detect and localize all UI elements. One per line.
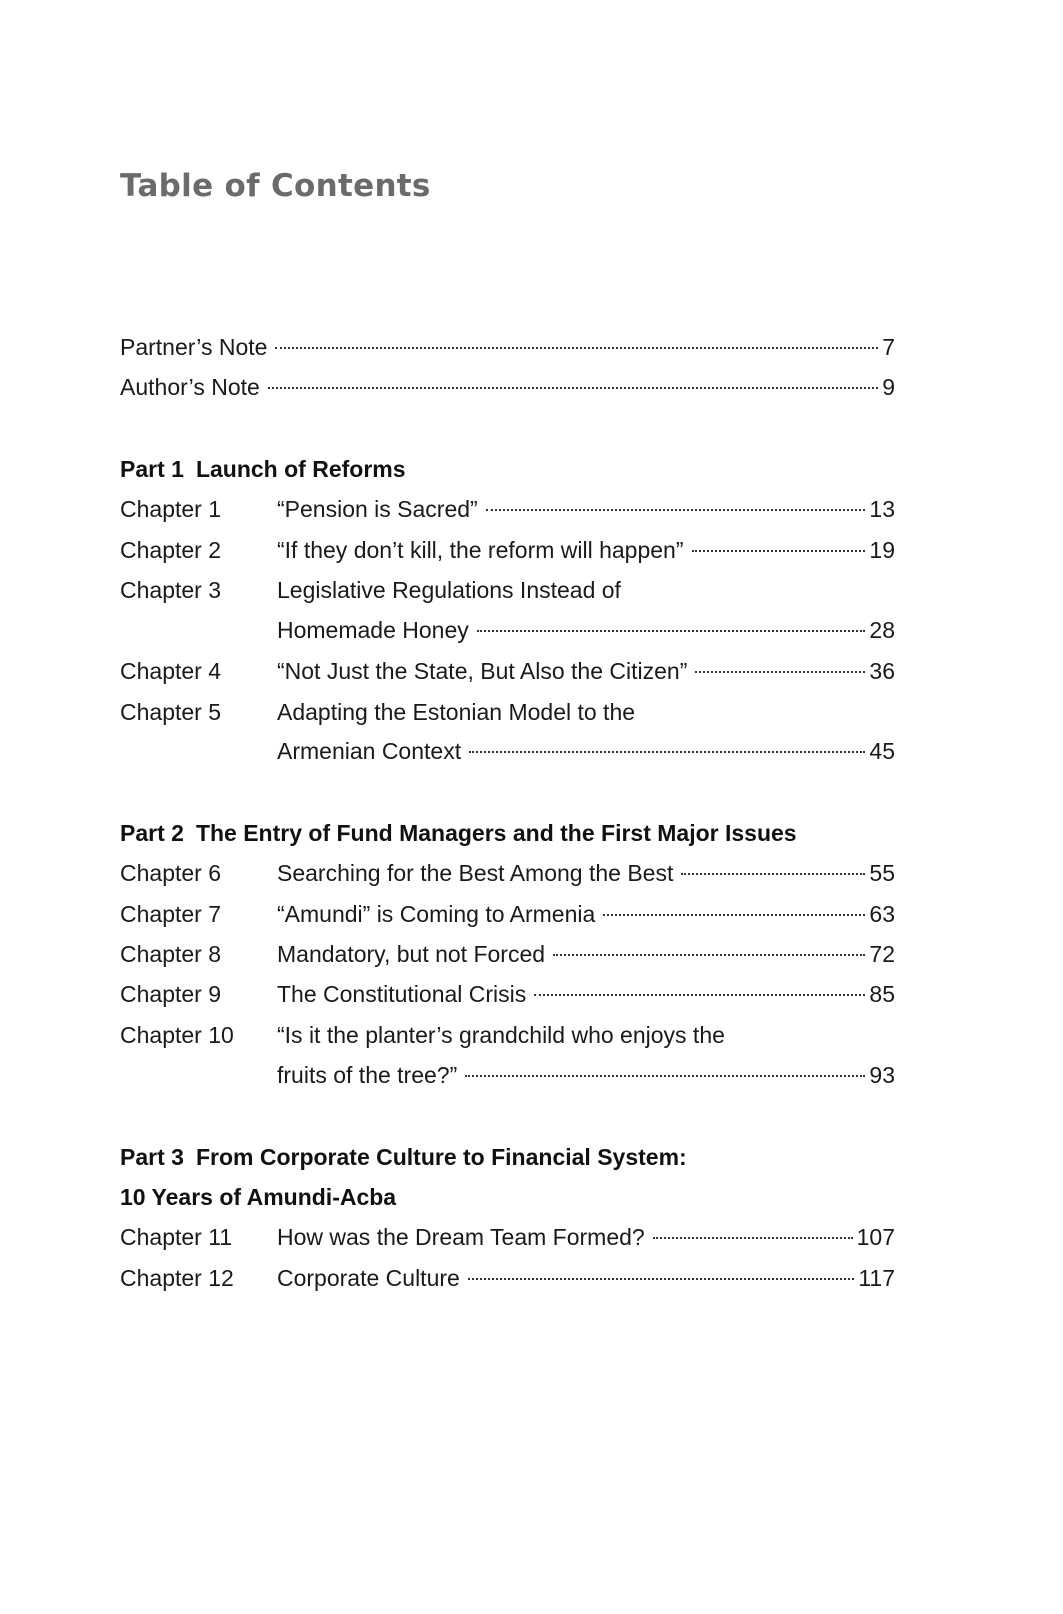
dot-leader bbox=[534, 994, 865, 996]
chapter-title: “If they don’t kill, the reform will happen” bbox=[277, 537, 684, 563]
part-number: Part 3 bbox=[120, 1144, 184, 1170]
dot-leader bbox=[603, 914, 865, 916]
chapter-title: Searching for the Best Among the Best bbox=[277, 860, 674, 886]
entry-page-number: 85 bbox=[869, 981, 895, 1007]
dot-leader bbox=[653, 1237, 853, 1239]
toc-entry-chapter-12[interactable] bbox=[120, 1258, 895, 1298]
chapter-title: How was the Dream Team Formed? bbox=[277, 1224, 645, 1250]
dot-leader bbox=[477, 630, 866, 632]
chapter-label: Chapter 6 bbox=[120, 860, 222, 886]
chapter-label: Chapter 8 bbox=[120, 941, 222, 967]
part-title-line2: 10 Years of Amundi-Acba bbox=[120, 1184, 397, 1210]
part-number: Part 2 bbox=[120, 820, 184, 846]
toc-entry-partners-note[interactable] bbox=[120, 327, 895, 367]
toc-entry-chapter-11[interactable] bbox=[120, 1217, 895, 1257]
chapter-title: “Amundi” is Coming to Armenia bbox=[277, 901, 596, 927]
chapter-title: The Constitutional Crisis bbox=[277, 981, 527, 1007]
toc-entry-chapter-1[interactable] bbox=[120, 489, 895, 529]
chapter-title: Mandatory, but not Forced bbox=[277, 941, 546, 967]
dot-leader bbox=[486, 509, 866, 511]
toc-entry-chapter-5[interactable] bbox=[120, 692, 895, 732]
part-heading-1 bbox=[120, 449, 406, 489]
entry-page-number: 19 bbox=[869, 537, 895, 563]
part-number: Part 1 bbox=[120, 456, 184, 482]
dot-leader bbox=[695, 671, 865, 673]
toc-entry-chapter-8[interactable] bbox=[120, 934, 895, 974]
chapter-label: Chapter 11 bbox=[120, 1224, 233, 1250]
dot-leader bbox=[692, 550, 866, 552]
part-title: From Corporate Culture to Financial System: bbox=[195, 1144, 687, 1170]
toc-entry-chapter-4[interactable] bbox=[120, 651, 895, 691]
entry-page-number: 36 bbox=[869, 658, 895, 684]
part-heading-3 bbox=[120, 1137, 687, 1177]
chapter-title-line2: fruits of the tree?” bbox=[277, 1062, 458, 1088]
dot-leader bbox=[468, 1278, 855, 1280]
toc-entry-chapter-9[interactable] bbox=[120, 974, 895, 1014]
entry-label: Author’s Note bbox=[120, 374, 260, 400]
chapter-title-line1: “Is it the planter’s grandchild who enjoys the bbox=[277, 1022, 725, 1048]
dot-leader bbox=[275, 347, 878, 349]
toc-entry-chapter-10-cont[interactable] bbox=[120, 1055, 895, 1095]
entry-page-number: 9 bbox=[882, 374, 895, 400]
dot-leader bbox=[553, 954, 865, 956]
chapter-label: Chapter 3 bbox=[120, 577, 222, 603]
toc-entry-chapter-2[interactable] bbox=[120, 530, 895, 570]
entry-page-number: 107 bbox=[856, 1224, 895, 1250]
dot-leader bbox=[268, 387, 878, 389]
entry-page-number: 72 bbox=[869, 941, 895, 967]
dot-leader bbox=[681, 873, 865, 875]
chapter-title-line1: Adapting the Estonian Model to the bbox=[277, 699, 636, 725]
entry-page-number: 28 bbox=[869, 617, 895, 643]
chapter-label: Chapter 1 bbox=[120, 496, 222, 522]
chapter-label: Chapter 12 bbox=[120, 1265, 234, 1291]
chapter-label: Chapter 9 bbox=[120, 981, 222, 1007]
entry-label: Partner’s Note bbox=[120, 334, 268, 360]
dot-leader bbox=[465, 1075, 865, 1077]
toc-entry-chapter-3[interactable] bbox=[120, 570, 895, 610]
toc-entry-chapter-10[interactable] bbox=[120, 1015, 895, 1055]
chapter-label: Chapter 2 bbox=[120, 537, 222, 563]
entry-page-number: 55 bbox=[869, 860, 895, 886]
chapter-title-line1: Legislative Regulations Instead of bbox=[277, 577, 621, 603]
entry-page-number: 93 bbox=[869, 1062, 895, 1088]
entry-page-number: 13 bbox=[869, 496, 895, 522]
chapter-title: Corporate Culture bbox=[277, 1265, 460, 1291]
chapter-title-line2: Armenian Context bbox=[277, 738, 462, 764]
chapter-label: Chapter 10 bbox=[120, 1022, 234, 1048]
chapter-label: Chapter 4 bbox=[120, 658, 222, 684]
entry-page-number: 63 bbox=[869, 901, 895, 927]
entry-page-number: 45 bbox=[869, 738, 895, 764]
entry-page-number: 117 bbox=[858, 1265, 895, 1291]
part-title: The Entry of Fund Managers and the First Major Issues bbox=[195, 820, 797, 846]
part-heading-2 bbox=[120, 813, 797, 853]
toc-entry-chapter-7[interactable] bbox=[120, 894, 895, 934]
toc-entry-authors-note[interactable] bbox=[120, 367, 895, 407]
chapter-label: Chapter 7 bbox=[120, 901, 222, 927]
toc-entry-chapter-3-cont[interactable] bbox=[120, 610, 895, 650]
chapter-label: Chapter 5 bbox=[120, 699, 222, 725]
toc-entry-chapter-6[interactable] bbox=[120, 853, 895, 893]
chapter-title-line2: Homemade Honey bbox=[277, 617, 469, 643]
toc-entry-chapter-5-cont[interactable] bbox=[120, 731, 895, 771]
chapter-title: “Pension is Sacred” bbox=[277, 496, 478, 522]
part-title: Launch of Reforms bbox=[195, 456, 406, 482]
page-title: Table of Contents bbox=[120, 168, 431, 204]
part-heading-3-line2 bbox=[120, 1177, 396, 1217]
chapter-title: “Not Just the State, But Also the Citizen” bbox=[277, 658, 688, 684]
entry-page-number: 7 bbox=[882, 334, 895, 360]
dot-leader bbox=[469, 751, 865, 753]
